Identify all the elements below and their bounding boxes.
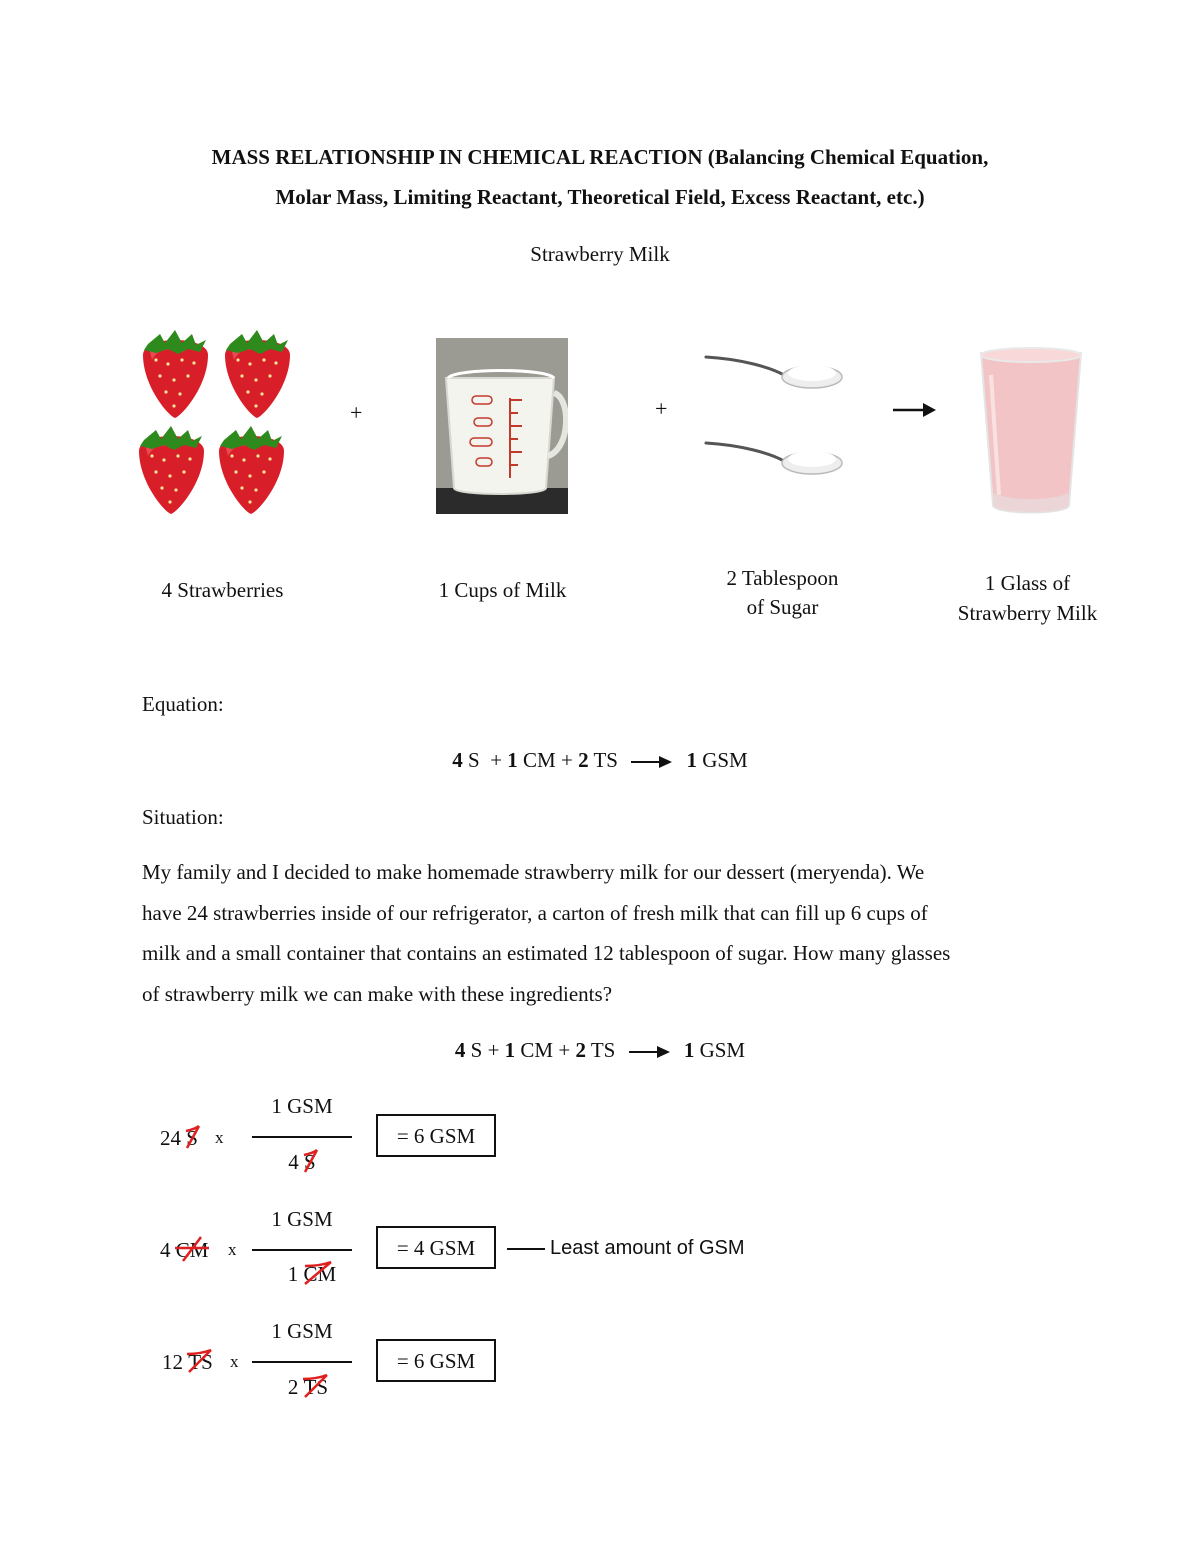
label-sugar-line-2: of Sugar [746,595,819,619]
term-s: S [470,1038,483,1062]
strike-mark-icon [301,1371,333,1401]
given-quantity: 4 [160,1238,171,1262]
situation-label: Situation: [142,805,224,829]
strike-mark-icon [301,1258,339,1288]
term-gsm: GSM [699,1038,746,1062]
coef-cm: 1 [507,748,518,772]
strawberry-4 [219,426,284,514]
situation-line-2: have 24 strawberries inside of our refrigerator, a carton of fresh milk that can fill up 6 cups of [142,900,928,925]
fraction-bar [252,1136,352,1138]
label-milk: 1 Cups of Milk [438,578,567,602]
given-quantity: 12 [162,1350,183,1374]
strawberry-3 [139,426,204,514]
times-sign: x [215,1128,224,1147]
coef-cm: 1 [504,1038,516,1062]
strike-mark-icon [185,1346,217,1376]
unit-text: S [186,1126,198,1150]
note-connector-line [507,1248,545,1250]
cancelled-unit [176,1238,209,1263]
den-qty: 1 [287,1262,299,1286]
page-title-line-2: Molar Mass, Limiting Reactant, Theoretical Field, Excess Reactant, etc.) [275,185,925,209]
unit-text: CM [303,1262,337,1286]
situation-line-4: of strawberry milk we can make with these ingredients? [142,981,613,1006]
times-sign: x [228,1240,237,1259]
label-strawberries: 4 Strawberries [161,578,284,602]
denominator [252,1150,352,1175]
equation-1 [0,748,1200,773]
strawberry-2 [225,330,290,418]
page-title-line-1: MASS RELATIONSHIP IN CHEMICAL REACTION (Balancing Chemical Equation, [211,145,989,169]
term-ts: TS [590,1038,616,1062]
spoon-2 [706,443,842,474]
situation-line-3: milk and a small container that contains an estimated 12 tablespoon of sugar. How many glasses [142,941,951,965]
numerator: 1 GSM [271,1207,333,1231]
strawberry-1 [143,330,208,418]
coef-ts: 2 [575,1038,586,1062]
coef-gsm: 1 [686,748,697,772]
situation-paragraph [142,852,1062,1014]
fraction-bar [252,1249,352,1251]
label-product-line-1: 1 Glass of [984,571,1071,595]
times-sign: x [230,1352,239,1371]
sugar-spoons-image [700,345,850,485]
numerator: 1 GSM [271,1094,333,1118]
given-quantity: 24 [160,1126,181,1150]
measuring-cup-image [436,338,568,514]
page-subtitle: Strawberry Milk [530,242,670,266]
op-plus: + [490,748,503,772]
label-product-line-2: Strawberry Milk [957,601,1098,625]
numerator: 1 GSM [271,1319,333,1343]
strike-mark-icon [173,1234,211,1264]
term-gsm: GSM [702,748,748,772]
unit-text: TS [303,1375,329,1399]
den-qty: 2 [287,1375,299,1399]
coef-s: 4 [452,748,463,772]
den-qty: 4 [288,1150,299,1174]
situation-line-1: My family and I decided to make homemade strawberry milk for our dessert (meryenda). We [142,860,925,884]
reaction-arrow-icon [893,402,937,418]
cancelled-unit [188,1350,213,1375]
fraction-bar [252,1361,352,1363]
unit-text: S [304,1150,316,1174]
unit-text: TS [188,1350,213,1374]
strawberry-milk-glass-image [975,345,1087,520]
plus-sign-2: + [655,396,668,421]
term-ts: TS [593,748,618,772]
unit-text: CM [175,1238,209,1262]
coef-gsm: 1 [683,1038,695,1062]
result-box: = 6 GSM [376,1114,496,1157]
yield-arrow-icon [629,1045,671,1059]
cancelled-unit [304,1150,316,1175]
denominator [262,1262,362,1287]
equation-label: Equation: [142,692,224,716]
coef-ts: 2 [578,748,589,772]
strike-mark-icon [301,1146,323,1176]
equation-2 [0,1038,1200,1063]
coef-s: 4 [454,1038,466,1062]
spoon-1 [706,357,842,388]
result-box: = 6 GSM [376,1339,496,1382]
strawberries-image [130,322,300,527]
cancelled-unit [304,1262,337,1287]
op-plus: + [558,1038,571,1062]
term-cm: CM [520,1038,554,1062]
term-s: S [468,748,480,772]
strike-mark-icon [183,1122,205,1152]
yield-arrow-icon [631,755,673,769]
cancelled-unit [304,1375,329,1400]
label-sugar-line-1: 2 Tablespoon [726,566,839,590]
result-box-limiting: = 4 GSM [376,1226,496,1269]
op-plus: + [560,748,573,772]
plus-sign-1: + [350,400,363,425]
cancelled-unit [186,1126,198,1151]
least-amount-note: Least amount of GSM [550,1237,745,1259]
term-cm: CM [523,748,556,772]
op-plus: + [487,1038,500,1062]
denominator [258,1375,358,1400]
